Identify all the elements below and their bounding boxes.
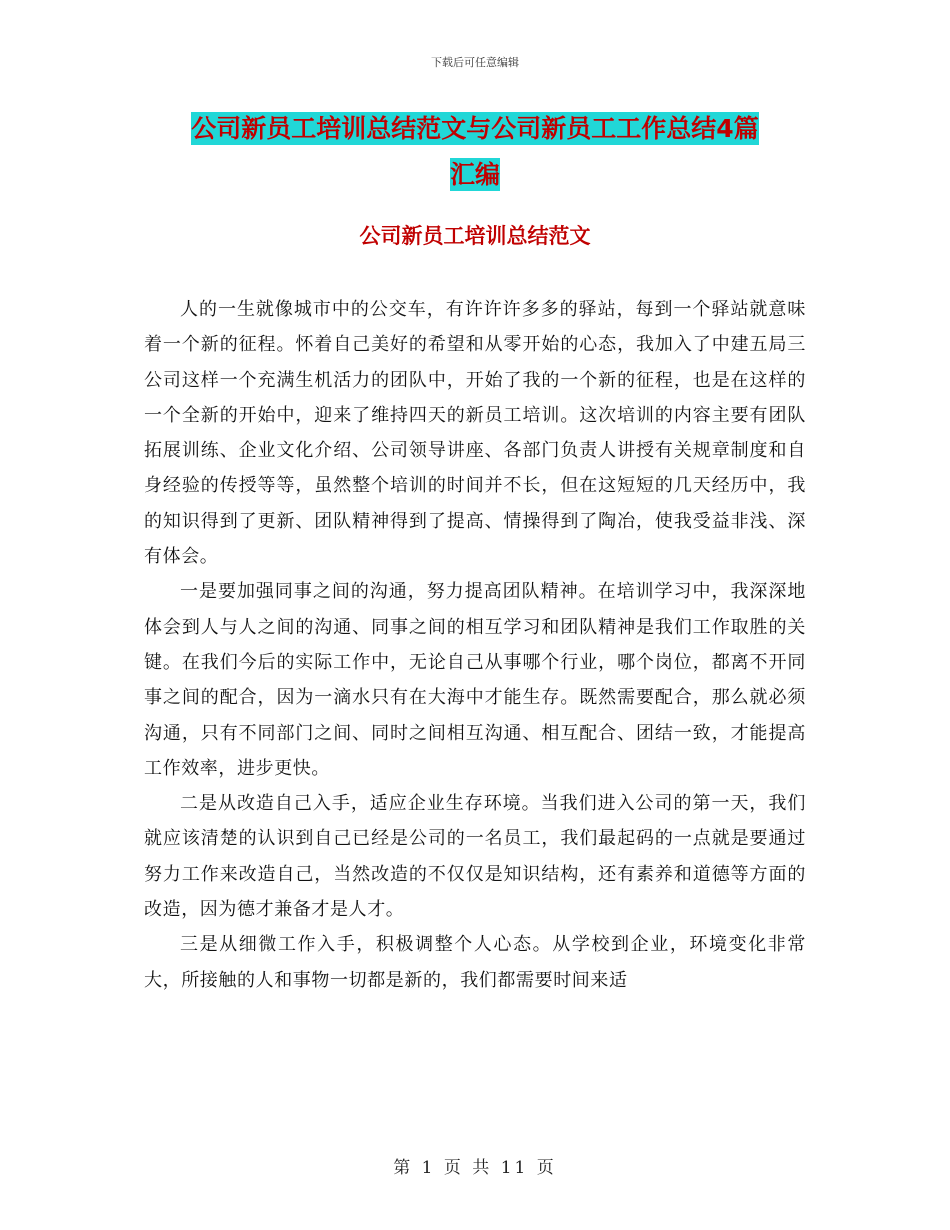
header-note: 下载后可任意编辑 bbox=[431, 56, 519, 69]
paragraph-3: 二是从改造自己入手，适应企业生存环境。当我们进入公司的第一天，我们就应该清楚的认识到自己已经是公司的一名员工，我们最起码的一点就是要通过努力工作来改造自己，当然改造的不仅仅是知识结构，还有素养和道德等方面的改造，因为德才兼备才是人才。 bbox=[144, 793, 806, 921]
paragraph-4: 三是从细微工作入手，积极调整个人心态。从学校到企业，环境变化非常大，所接触的人和事物一切都是新的，我们都需要时间来适 bbox=[144, 934, 806, 991]
section-title: 公司新员工培训总结范文 bbox=[359, 224, 591, 248]
title-line-2: 汇编 bbox=[449, 160, 500, 189]
document-title bbox=[145, 106, 805, 198]
paragraph-1: 人的一生就像城市中的公交车，有许许许多多的驿站，每到一个驿站就意味着一个新的征程。怀着自己美好的希望和从零开始的心态，我加入了中建五局三公司这样一个充满生机活力的团队中，开始了我的一个新的征程，也是在这样的一个全新的开始中，迎来了维持四天的新员工培训。这次培训的内容主要有团队拓展训练、企业文化介绍、公司领导讲座、各部门负责人讲授有关规章制度和自身经验的传授等等，虽然整个培训的时间并不长，但在这短短的几天经历中，我的知识得到了更新、团队精神得到了提高、情操得到了陶冶，使我受益非浅、深有体会。 bbox=[144, 299, 806, 568]
page-footer: 第 1 页 共 11 页 bbox=[393, 1158, 557, 1178]
body-text bbox=[144, 292, 806, 998]
title-line-1: 公司新员工培训总结范文与公司新员工工作总结4篇 bbox=[191, 114, 759, 143]
paragraph-2: 一是要加强同事之间的沟通，努力提高团队精神。在培训学习中，我深深地体会到人与人之间的沟通、同事之间的相互学习和团队精神是我们工作取胜的关键。在我们今后的实际工作中，无论自己从事哪个行业，哪个岗位，都离不开同事之间的配合，因为一滴水只有在大海中才能生存。既然需要配合，那么就必须沟通，只有不同部门之间、同时之间相互沟通、相互配合、团结一致，才能提高工作效率，进步更快。 bbox=[144, 581, 806, 779]
